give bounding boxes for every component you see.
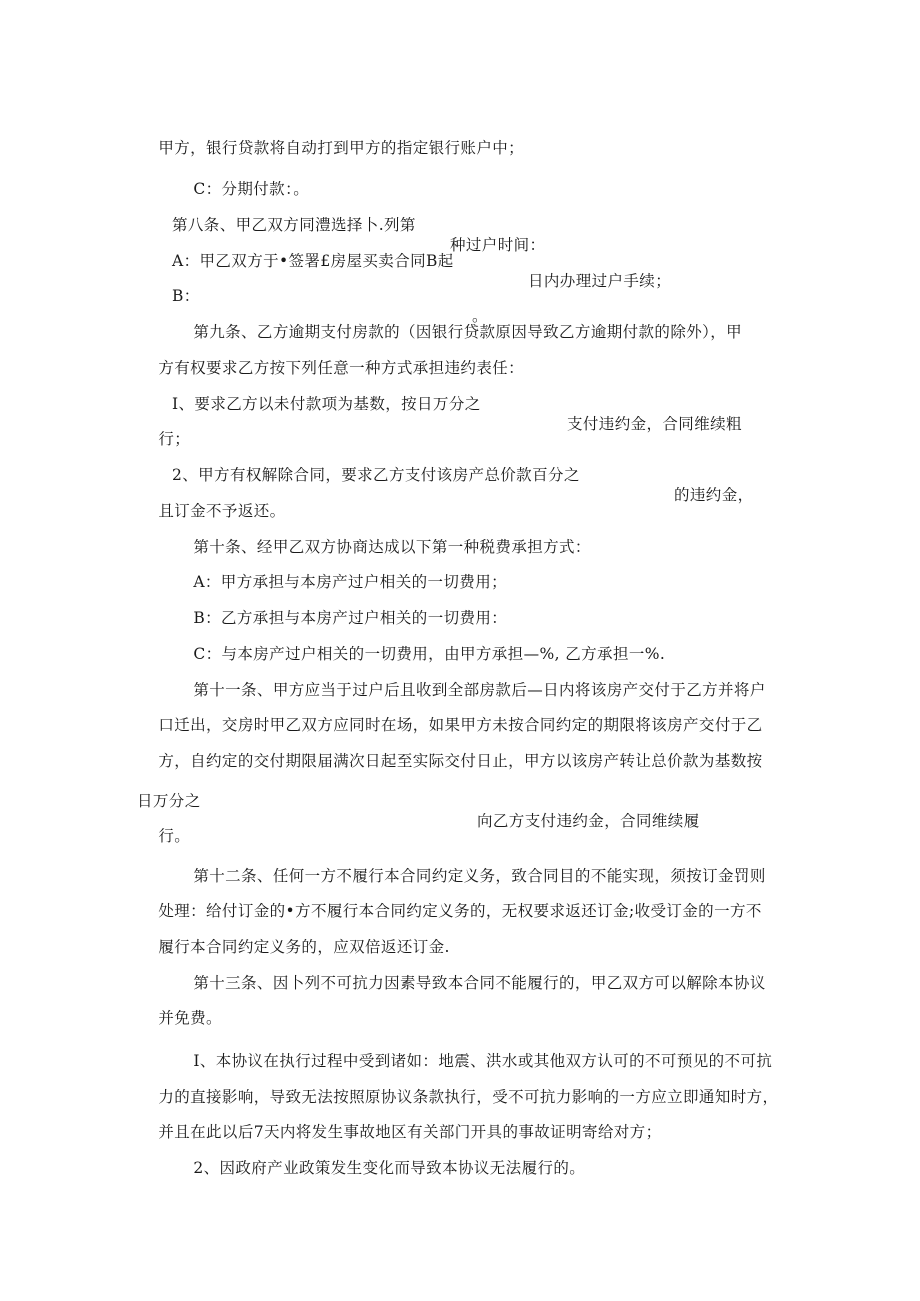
line-text: 甲方，银行贷款将自动打到甲方的指定银行账户中； (158, 139, 525, 157)
line-text: 且订金不予返还。 (158, 502, 286, 520)
line-text: 支付违约金，合同维续粗 (567, 415, 742, 433)
line-text: 第九条、乙方逾期支付房款的（因银行贷款原因导致乙方逾期付款的除外），甲 (193, 323, 743, 341)
line-text: 行； (158, 430, 191, 448)
line-text: 日内办理过户手续； (528, 272, 672, 290)
line-text: A：甲方承担与本房产过户相关的一切费用； (193, 573, 508, 591)
line-text: 2、因政府产业政策发生变化而导致本协议无法履行的。 (193, 1159, 586, 1177)
text-line (172, 953, 766, 1013)
line-text: 方，自约定的交付期限届满次日起至实际交付日止，甲方以该房产转让总价款为基数按 (158, 752, 763, 770)
line-text: 并免费。 (158, 1009, 222, 1027)
line-text: I、本协议在执行过程中受到诸如：地震、洪水或其他双方认可的不可预见的不可抗 (193, 1052, 773, 1070)
text-line (172, 445, 792, 504)
line-text: 种过户时间： (450, 236, 546, 254)
line-text: C：分期付款：。 (193, 180, 310, 198)
line-text: B：乙方承担与本房产过户相关的一切费用： (193, 609, 508, 627)
line-text: 向乙方支付违约金，合同维续履 (477, 812, 700, 830)
line-text: 的违约金， (674, 486, 754, 504)
line-text: 日万分之 (137, 792, 201, 810)
line-text: 口迁出，交房时甲乙双方应同时在场，如果甲方未按合同约定的期限将该房产交付于乙 (158, 716, 763, 734)
line-text: 处理：给付订金的•方不履行本合同约定义务的，无权要求返还订金;收受订金的一方不 (158, 902, 762, 920)
text-line (172, 374, 792, 433)
line-text: 方有权要求乙方按下列任意一种方式承担违约表任： (158, 359, 525, 377)
line-text: 第八条、甲乙双方同澧选择卜.列第 (172, 216, 416, 234)
line-text: B： (172, 287, 200, 305)
text-line (172, 231, 692, 290)
line-text: 力的直接影响，导致无法按照原协议条款执行，受不可抗力影响的一方应立即通知时方， (158, 1088, 779, 1106)
line-text: I、要求乙方以未付款项为基数，按日万分之 (172, 395, 481, 413)
line-text: A：甲乙双方于•签署£房屋买卖合同B起 (172, 252, 454, 270)
line-text: 。 (472, 307, 488, 325)
line-text: 第十二条、任何一方不履行本合同约定义务，致合同目的不能实现，须按订金罚则 (193, 867, 766, 885)
line-text: 2、甲方有权解除合同，要求乙方支付该房产总价款百分之 (172, 466, 580, 484)
line-text: 并且在此以后7天内将发生事故地区有关部门开具的事故证明寄给对方； (158, 1123, 662, 1141)
text-line (172, 195, 592, 254)
line-text: 行。 (158, 827, 191, 845)
text-line (137, 771, 757, 830)
line-text: 第十一条、甲方应当于过户后且收到全部房款后—日内将该房产交付于乙方并将户 (193, 681, 766, 699)
line-text: 履行本合同约定义务的，应双倍返还订金. (158, 938, 450, 956)
text-line (172, 266, 512, 325)
line-text: 第十条、经甲乙双方协商达成以下第一种税费承担方式： (193, 538, 591, 556)
text-line (172, 1138, 585, 1198)
line-text: C：与本房产过户相关的一切费用，由甲方承担—%, 乙方承担一%. (193, 645, 666, 663)
line-text: 第十三条、因卜列不可抗力因素导致本合同不能履行的，甲乙双方可以解除本协议 (193, 974, 766, 992)
